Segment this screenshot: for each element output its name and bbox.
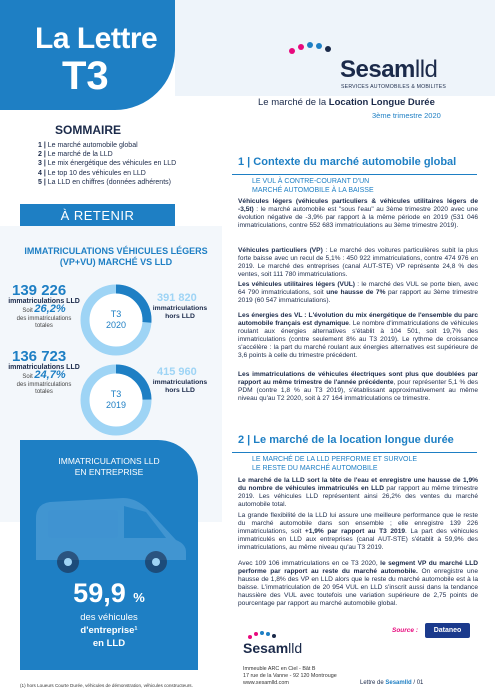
entreprise-sub-1: des véhicules [80,612,138,623]
page-footer: Lettre de Sesamlld / 01 [360,680,424,686]
footer-logo-dots-icon [247,630,277,640]
sommaire-list [38,141,238,187]
sommaire-title: SOMMAIRE [55,123,121,137]
hors-2019-label: immatriculations hors LLD [152,379,208,394]
report-subtitle: Le marché de la Location Longue Durée [258,97,435,108]
section-2-p1: Le marché de la LLD sort la tête de l'eau et enregistre une hausse de 1,9% du nombre de véhicules immatriculés en LLD par rapport au même trimestre 2019. Les véhicules LLD représentent ainsi 26,2% des ventes du marché automobile total. [238,477,478,509]
retenir-title: À RETENIR [60,208,135,223]
section-1-subheading: LE VUL À CONTRE-COURANT D'UN MARCHÉ AUTOMOBILE À LA BAISSE [252,178,374,194]
entreprise-sub-3: en LLD [92,638,126,649]
sommaire-item[interactable]: 2 | Le marché de la LLD [38,151,113,159]
sommaire-item[interactable]: 1 | Le marché automobile global [38,142,138,149]
dataneo-logo: Dataneo [425,623,470,638]
title-line-2: T3 [62,54,109,98]
lld-2020-value: 139 226 [12,282,67,299]
section-1-p2: Véhicules particuliers (VP) : Le marché des voitures particulières subit la plus forte baisse avec un recul de 5,1% : 450 922 immatriculations, contre 474 976 en 2019. Le marché des entreprises (canal AUT-STE) VP représente 24,8 % des ventes, soit 111 780 immatriculations. [238,247,478,279]
lld-2020-label: immatriculations LLD [8,298,80,305]
footer-website-link[interactable]: www.sesamlld.com [243,679,289,686]
logo-tagline: SERVICES AUTOMOBILES & MOBILITES [341,84,447,90]
hors-2020-value: 391 820 [157,292,197,304]
footnote: (1) hors Loueurs Courte Durée, véhicules de démonstration, véhicules constructeurs. [20,683,193,688]
lld-2019-value: 136 723 [12,348,67,365]
footer-logo: Sesamlld [243,640,303,656]
hors-2020-label: immatriculations hors LLD [152,305,208,320]
footer-address: Immeuble ARC en Ciel - Bât B 17 rue de la Vanne - 92 120 Montrouge www.sesamlld.com [243,666,337,686]
source-label: Source : [392,627,419,634]
entreprise-title: IMMATRICULATIONS LLD EN ENTREPRISE [58,456,160,477]
section-1-p3: Les véhicules utilitaires légers (VUL) : le marché des VUL se porte bien, avec 64 790 immatriculations, soit une hausse de 7% par rapport au 3ème trimestre 2019 (60 547 immatriculations). [238,281,478,305]
sesamlld-logo: Sesamlld [340,56,438,83]
lld-2019-share: Soit 24,7% des immatriculations totales [16,369,72,395]
section-2-subheading: LE MARCHÉ DE LA LLD PERFORME ET SURVOLE LE RESTE DU MARCHÉ AUTOMOBILE [252,456,418,472]
donut-2020-label: T3 2020 [105,309,127,330]
section-2-divider [232,452,477,453]
hors-2019-value: 415 960 [157,366,197,378]
title-line-1: La Lettre [35,22,158,55]
lld-2019-label: immatriculations LLD [8,364,80,371]
lld-2020-share: Soit 26,2% des immatriculations totales [16,303,72,329]
section-1-p1: Véhicules légers (véhicules particuliers & véhicules utilitaires légers de -3,5t) : le marché automobile est "sous l'eau" au 3ème trimestre 2020 avec une évolution négative de -3,9% par rapport à la même période en 2019 (531 046 immatriculations, contre 552 683 immatriculations au 3ème trimestre 2019). [238,198,478,230]
section-1-heading: 1 | Contexte du marché automobile global [238,156,457,168]
sommaire-item[interactable]: 3 | Le mix énergétique des véhicules en LLD [38,160,177,168]
immat-title: IMMATRICULATIONS VÉHICULES LÉGERS (VP+VU) MARCHÉ VS LLD [24,246,208,267]
entreprise-sub-2: d'entreprise¹ [80,625,138,636]
section-1-p4: Les énergies des VL : L'évolution du mix énergétique de l'ensemble du parc automobile français est dynamique. Le nombre d'immatriculations de véhicules roulant aux énergies alternatives s'établit à 104 501, soit 19,7% des immatriculations (contre seulement 8% au T3 2019). Le rythme de croissance s'accélère : la part du marché roulant aux énergies alternatives est supérieure de 3,6 points à celle du trimestre précédent. [238,312,478,360]
sommaire-item[interactable]: 4 | Le top 10 des véhicules en LLD [38,169,146,177]
header-banner [175,0,495,96]
donut-2019-label: T3 2019 [105,389,127,410]
logo-dots-icon [288,40,334,56]
section-2-p3: Avec 109 106 immatriculations en ce T3 2020, le segment VP du marché LLD performe par rapport au reste du marché automobile. On enregistre une hausse de 1,8% des VP en LLD alors que le reste du marché automobile est à la baisse. L'immatriculation de 20 954 VUL en LLD s'inscrit aussi dans la tendance haussière des VUL avec toutefois une variation supérieure de 2,75 points de pourcentage par rapport au marché automobile global. [238,560,478,608]
section-2-heading: 2 | Le marché de la location longue durée [238,434,454,446]
sommaire-item[interactable]: 5 | La LLD en chiffres (données adhérents) [38,178,171,186]
section-2-p2: La grande flexibilité de la LLD lui assure une meilleure performance que le reste du marché automobile dans son ensemble ; elle enregistre 139 226 immatriculations, soit +1,9% par rapport au T3 2019. La part des véhicules immatriculés en LLD aux entreprises (canal AUT-STE) s'établit à 59,9% des immatriculations, au même niveau qu'au T3 2019. [238,512,478,552]
report-quarter: 3ème trimestre 2020 [372,111,441,120]
section-1-divider [232,174,477,175]
van-icon [28,490,193,575]
section-1-p5: Les immatriculations de véhicules électriques sont plus que doublées par rapport au même trimestre de l'année précédente, pour représenter 5,1 % des PDM (contre 1,8 % au T3 2019), s'établissant approximativement au même niveau qu'au T2 2020, soit à 27 164 immatriculations ce trimestre. [238,371,478,403]
entreprise-percent: 59,9 % [73,578,145,608]
